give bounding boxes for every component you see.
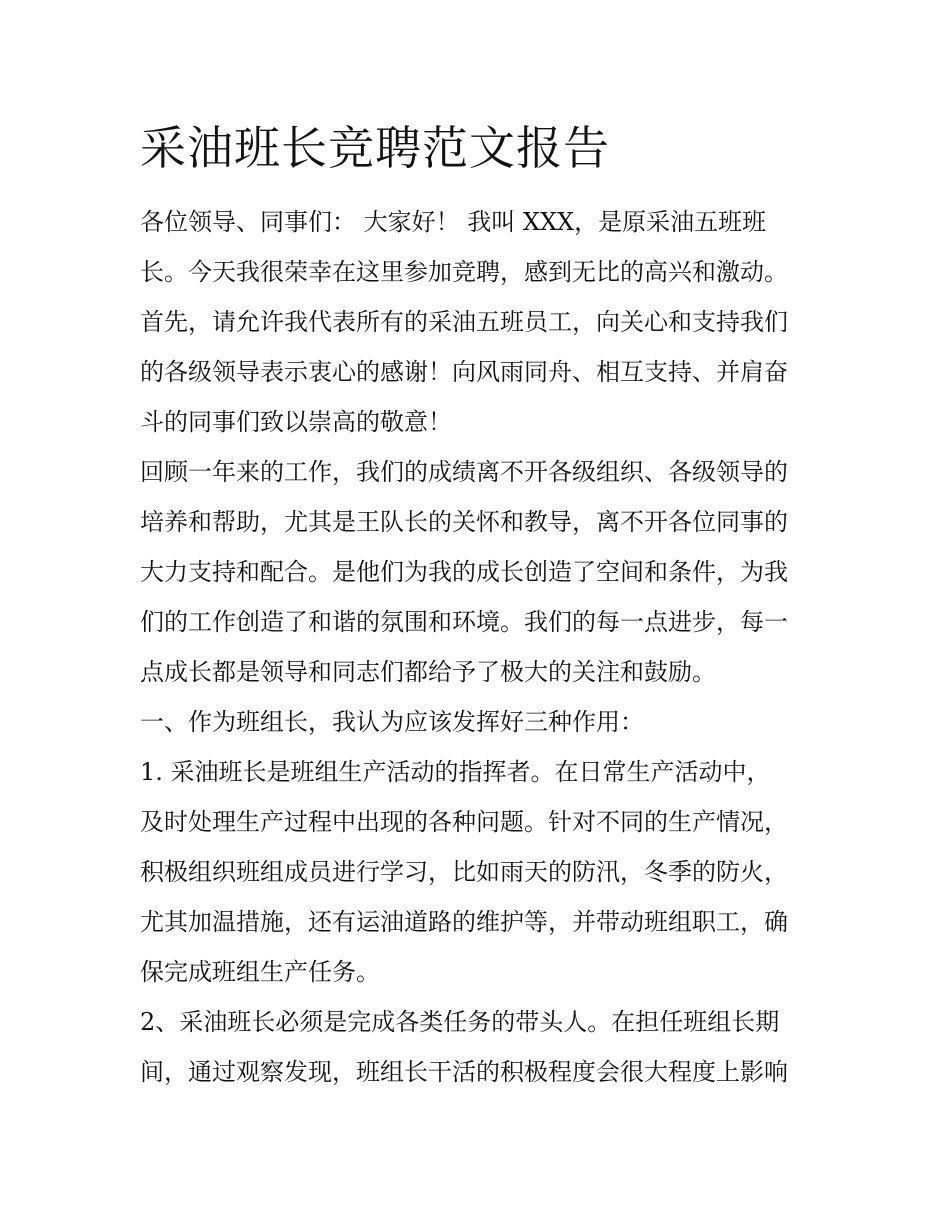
text-line: 点成长都是领导和同志们都给予了极大的关注和鼓励。: [140, 658, 716, 686]
text-line: 斗的同事们致以崇高的敬意！: [140, 408, 452, 436]
text-line: 及时处理生产过程中出现的各种问题。针对不同的生产情况，: [140, 808, 788, 836]
text-line: 首先，请允许我代表所有的采油五班员工，向关心和支持我们: [140, 308, 788, 336]
text-line: 长。今天我很荣幸在这里参加竞聘，感到无比的高兴和激动。: [140, 258, 788, 286]
text-line: 各位领导、同事们： 大家好！ 我叫 XXX，是原采油五班班: [140, 208, 767, 236]
text-line: 2、采油班长必须是完成各类任务的带头人。在担任班组长期: [140, 1008, 780, 1036]
document-title: 采油班长竞聘范文报告: [140, 121, 610, 175]
document-body: [140, 197, 812, 1097]
text-line: 的各级领导表示衷心的感谢！向风雨同舟、相互支持、并肩奋: [140, 358, 788, 386]
text-line: 们的工作创造了和谐的氛围和环境。我们的每一点进步，每一: [140, 608, 788, 636]
text-line: 一、作为班组长，我认为应该发挥好三种作用：: [140, 708, 644, 736]
text-line: 培养和帮助，尤其是王队长的关怀和教导，离不开各位同事的: [140, 508, 788, 536]
text-line: 尤其加温措施，还有运油道路的维护等，并带动班组职工，确: [140, 908, 788, 936]
text-line: 1. 采油班长是班组生产活动的指挥者。在日常生产活动中，: [140, 758, 771, 786]
text-line: 间，通过观察发现，班组长干活的积极程度会很大程度上影响: [140, 1058, 788, 1086]
text-line: 积极组织班组成员进行学习，比如雨天的防汛，冬季的防火，: [140, 858, 788, 886]
text-line: 大力支持和配合。是他们为我的成长创造了空间和条件，为我: [140, 558, 788, 586]
text-line: 保完成班组生产任务。: [140, 958, 380, 986]
text-line: 回顾一年来的工作，我们的成绩离不开各级组织、各级领导的: [140, 458, 788, 486]
